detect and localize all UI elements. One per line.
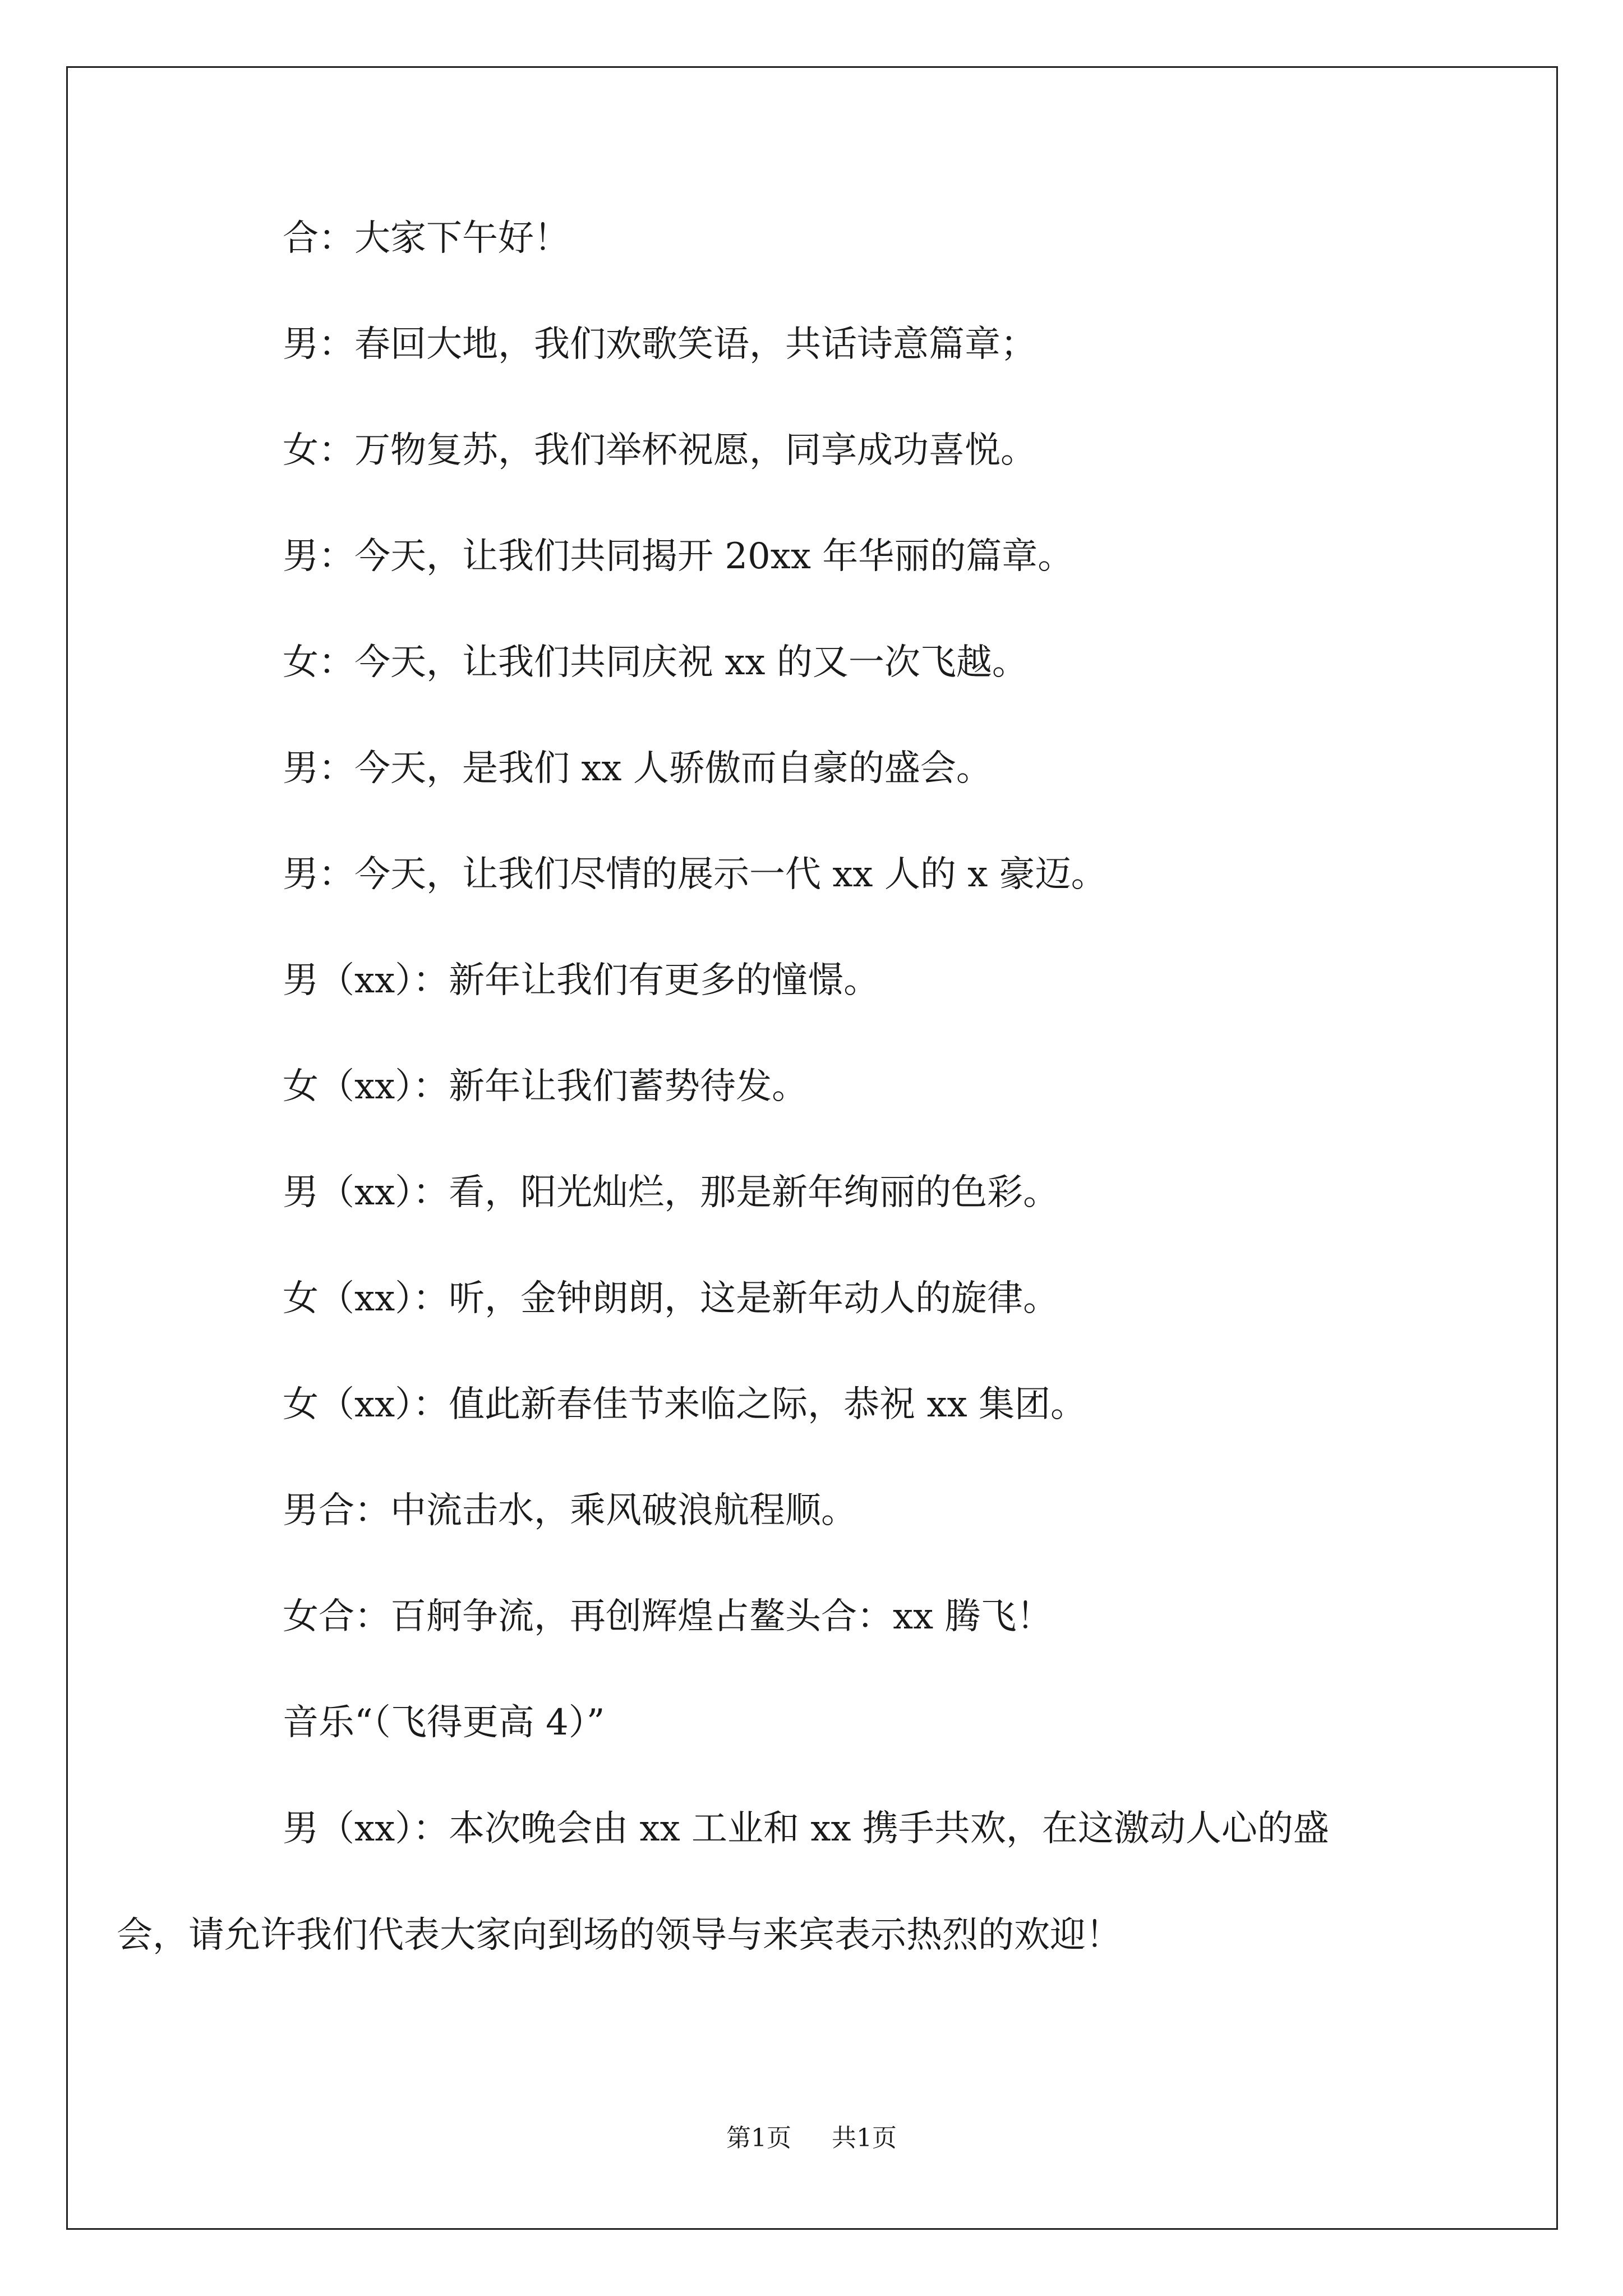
paragraph: 男合：中流击水，乘风破浪航程顺。 xyxy=(283,1490,857,1531)
paragraph: 女（xx）：值此新春佳节来临之际，恭祝 xx 集团。 xyxy=(283,1384,1087,1425)
paragraph: 男（xx）：新年让我们有更多的憧憬。 xyxy=(283,960,880,1001)
paragraph: 女：万物复苏，我们举杯祝愿，同享成功喜悦。 xyxy=(283,430,1036,471)
document-body xyxy=(117,212,1433,2042)
paragraph: 男（xx）：本次晚会由 xx 工业和 xx 携手共欢，在这激动人心的盛会，请允许我们代表大家向到场的领导与来宾表示热烈的欢迎！ xyxy=(117,1808,1329,1956)
paragraph: 男（xx）：看，阳光灿烂，那是新年绚丽的色彩。 xyxy=(283,1172,1059,1213)
paragraph: 女（xx）：新年让我们蓄势待发。 xyxy=(283,1066,808,1107)
page-number: 第1页 xyxy=(726,2124,791,2152)
paragraph: 女（xx）：听，金钟朗朗，这是新年动人的旋律。 xyxy=(283,1278,1059,1319)
page-total: 共1页 xyxy=(832,2124,897,2152)
paragraph: 音乐“（飞得更高 4）” xyxy=(283,1702,605,1743)
paragraph: 男：今天，让我们尽情的展示一代 xx 人的 x 豪迈。 xyxy=(283,854,1107,895)
paragraph: 男：春回大地，我们欢歌笑语，共话诗意篇章； xyxy=(283,324,1036,365)
paragraph: 合：大家下午好！ xyxy=(283,218,570,259)
page-footer xyxy=(0,2122,1623,2155)
paragraph: 男：今天，是我们 xx 人骄傲而自豪的盛会。 xyxy=(283,748,992,789)
paragraph: 男：今天，让我们共同揭开 20xx 年华丽的篇章。 xyxy=(283,536,1074,577)
paragraph: 女合：百舸争流，再创辉煌占鳌头合：xx 腾飞！ xyxy=(283,1596,1053,1637)
paragraph: 女：今天，让我们共同庆祝 xx 的又一次飞越。 xyxy=(283,642,1028,683)
